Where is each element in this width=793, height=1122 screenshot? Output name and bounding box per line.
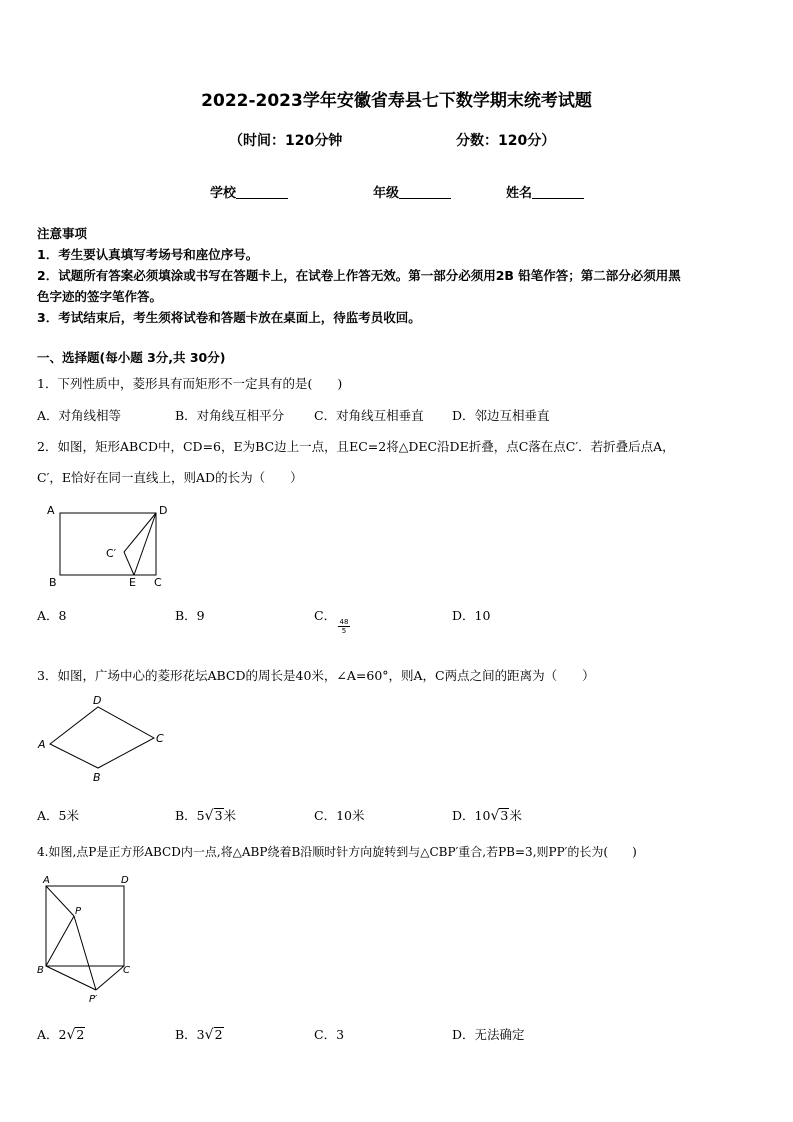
q1-option-b: B．对角线互相平分: [175, 408, 285, 423]
q4-b-prefix: B．3: [175, 1027, 205, 1042]
q4-b-radicand: 2: [214, 1027, 223, 1042]
label-e: E: [129, 576, 136, 589]
label-c: C: [154, 576, 162, 589]
sqrt-icon: √: [204, 1027, 214, 1043]
name-blank: [532, 185, 584, 199]
segment-cpe: [124, 552, 134, 575]
notice-item-1: 1．考生要认真填写考场号和座位序号。: [37, 247, 259, 262]
label-c: C: [123, 965, 130, 976]
q3-option-b: [175, 806, 236, 824]
q2-stem-line1: 2．如图，矩形ABCD中，CD=6，E为BC边上一点，且EC=2将△DEC沿DE折叠，点C落在点C′．若折叠后点A，: [37, 439, 675, 454]
exam-score: 分数：120分）: [456, 133, 556, 149]
segment-ppprime: [74, 916, 96, 990]
label-b: B: [37, 965, 44, 976]
q3-d-unit: 米: [509, 808, 522, 823]
segment-de: [134, 513, 156, 575]
q3-stem: 3．如图，广场中心的菱形花坛ABCD的周长是40米，∠A=60°，则A，C两点之间的距离为（ ）: [37, 668, 595, 683]
q3-b-unit: 米: [223, 808, 237, 823]
q3-figure: [34, 692, 174, 784]
label-pprime: P′: [89, 994, 98, 1005]
segment-bp: [46, 916, 74, 966]
q2-figure: [40, 500, 180, 592]
notice-heading: 注意事项: [37, 226, 88, 241]
q3-b-prefix: B．5: [175, 808, 205, 823]
q4-a-radicand: 2: [76, 1027, 85, 1042]
q3-d-prefix: D．10: [452, 808, 491, 823]
label-d: D: [159, 504, 168, 517]
grade-field: [373, 182, 451, 201]
sqrt-icon: √: [490, 808, 500, 824]
q4-option-b: [175, 1025, 224, 1043]
segment-bpprime: [46, 966, 96, 990]
segment-ap: [46, 886, 74, 916]
fraction-denominator: 5: [341, 627, 347, 635]
q3-d-radicand: 3: [500, 808, 509, 823]
q2-option-c-fraction: [338, 618, 350, 635]
q1-option-a: A．对角线相等: [37, 408, 122, 423]
q2-option-b: B．9: [175, 608, 205, 623]
school-label: 学校: [210, 186, 237, 201]
label-d: D: [121, 875, 129, 886]
q4-option-c: C．3: [314, 1027, 345, 1042]
q4-figure: [34, 870, 144, 1006]
page-title: 2022-2023学年安徽省寿县七下数学期末统考试题: [201, 91, 592, 111]
label-cprime: C′: [106, 547, 117, 560]
label-a: A: [38, 738, 46, 751]
label-a: A: [43, 875, 50, 886]
q4-a-prefix: A．2: [37, 1027, 67, 1042]
notice-item-2: 2．试题所有答案必须填涂或书写在答题卡上，在试卷上作答无效。第一部分必须用2B 铅笔作答；第二部分必须用黑: [37, 268, 681, 283]
school-field: [210, 182, 288, 201]
segment-dcp: [124, 513, 156, 552]
label-c: C: [156, 732, 164, 745]
label-b: B: [49, 576, 57, 589]
grade-blank: [399, 185, 451, 199]
notice-item-2-cont: 色字迹的签字笔作答。: [37, 289, 163, 304]
name-field: [506, 182, 584, 201]
segment-cpprime: [96, 966, 124, 990]
q3-option-d: [452, 806, 522, 824]
sqrt-icon: √: [66, 1027, 76, 1043]
grade-label: 年级: [373, 186, 400, 201]
label-d: D: [93, 694, 102, 707]
q3-b-radicand: 3: [214, 808, 223, 823]
q2-stem-line2: C′，E恰好在同一直线上，则AD的长为（ ）: [37, 470, 303, 485]
q3-option-a: A．5米: [37, 808, 79, 823]
q3-option-c: C．10米: [314, 808, 365, 823]
q4-stem: 4.如图,点P是正方形ABCD内一点,将△ABP绕着B沿顺时针方向旋转到与△CBP′重合,若PB=3,则PP′的长为( ): [37, 845, 637, 859]
section-heading: 一、选择题(每小题 3分,共 30分): [37, 350, 226, 365]
name-label: 姓名: [506, 186, 533, 201]
rectangle-abcd: [60, 513, 156, 575]
q4-option-a: [37, 1025, 85, 1043]
q1-option-c: C．对角线互相垂直: [314, 408, 424, 423]
sqrt-icon: √: [204, 808, 214, 824]
notice-item-3: 3．考试结束后，考生须将试卷和答题卡放在桌面上，待监考员收回。: [37, 310, 421, 325]
q2-option-a: A．8: [37, 608, 67, 623]
label-p: P: [75, 906, 82, 917]
q4-option-d: D．无法确定: [452, 1027, 525, 1042]
q1-stem: 1．下列性质中，菱形具有而矩形不一定具有的是( ): [37, 376, 343, 391]
school-blank: [236, 185, 288, 199]
exam-time: （时间：120分钟: [229, 133, 343, 149]
label-b: B: [93, 771, 101, 784]
q2-option-d: D．10: [452, 608, 491, 623]
label-a: A: [47, 504, 55, 517]
rhombus-abcd: [50, 707, 154, 768]
q2-option-c: C．: [314, 608, 337, 623]
fraction-numerator: 48: [339, 618, 349, 626]
q1-option-d: D．邻边互相垂直: [452, 408, 550, 423]
